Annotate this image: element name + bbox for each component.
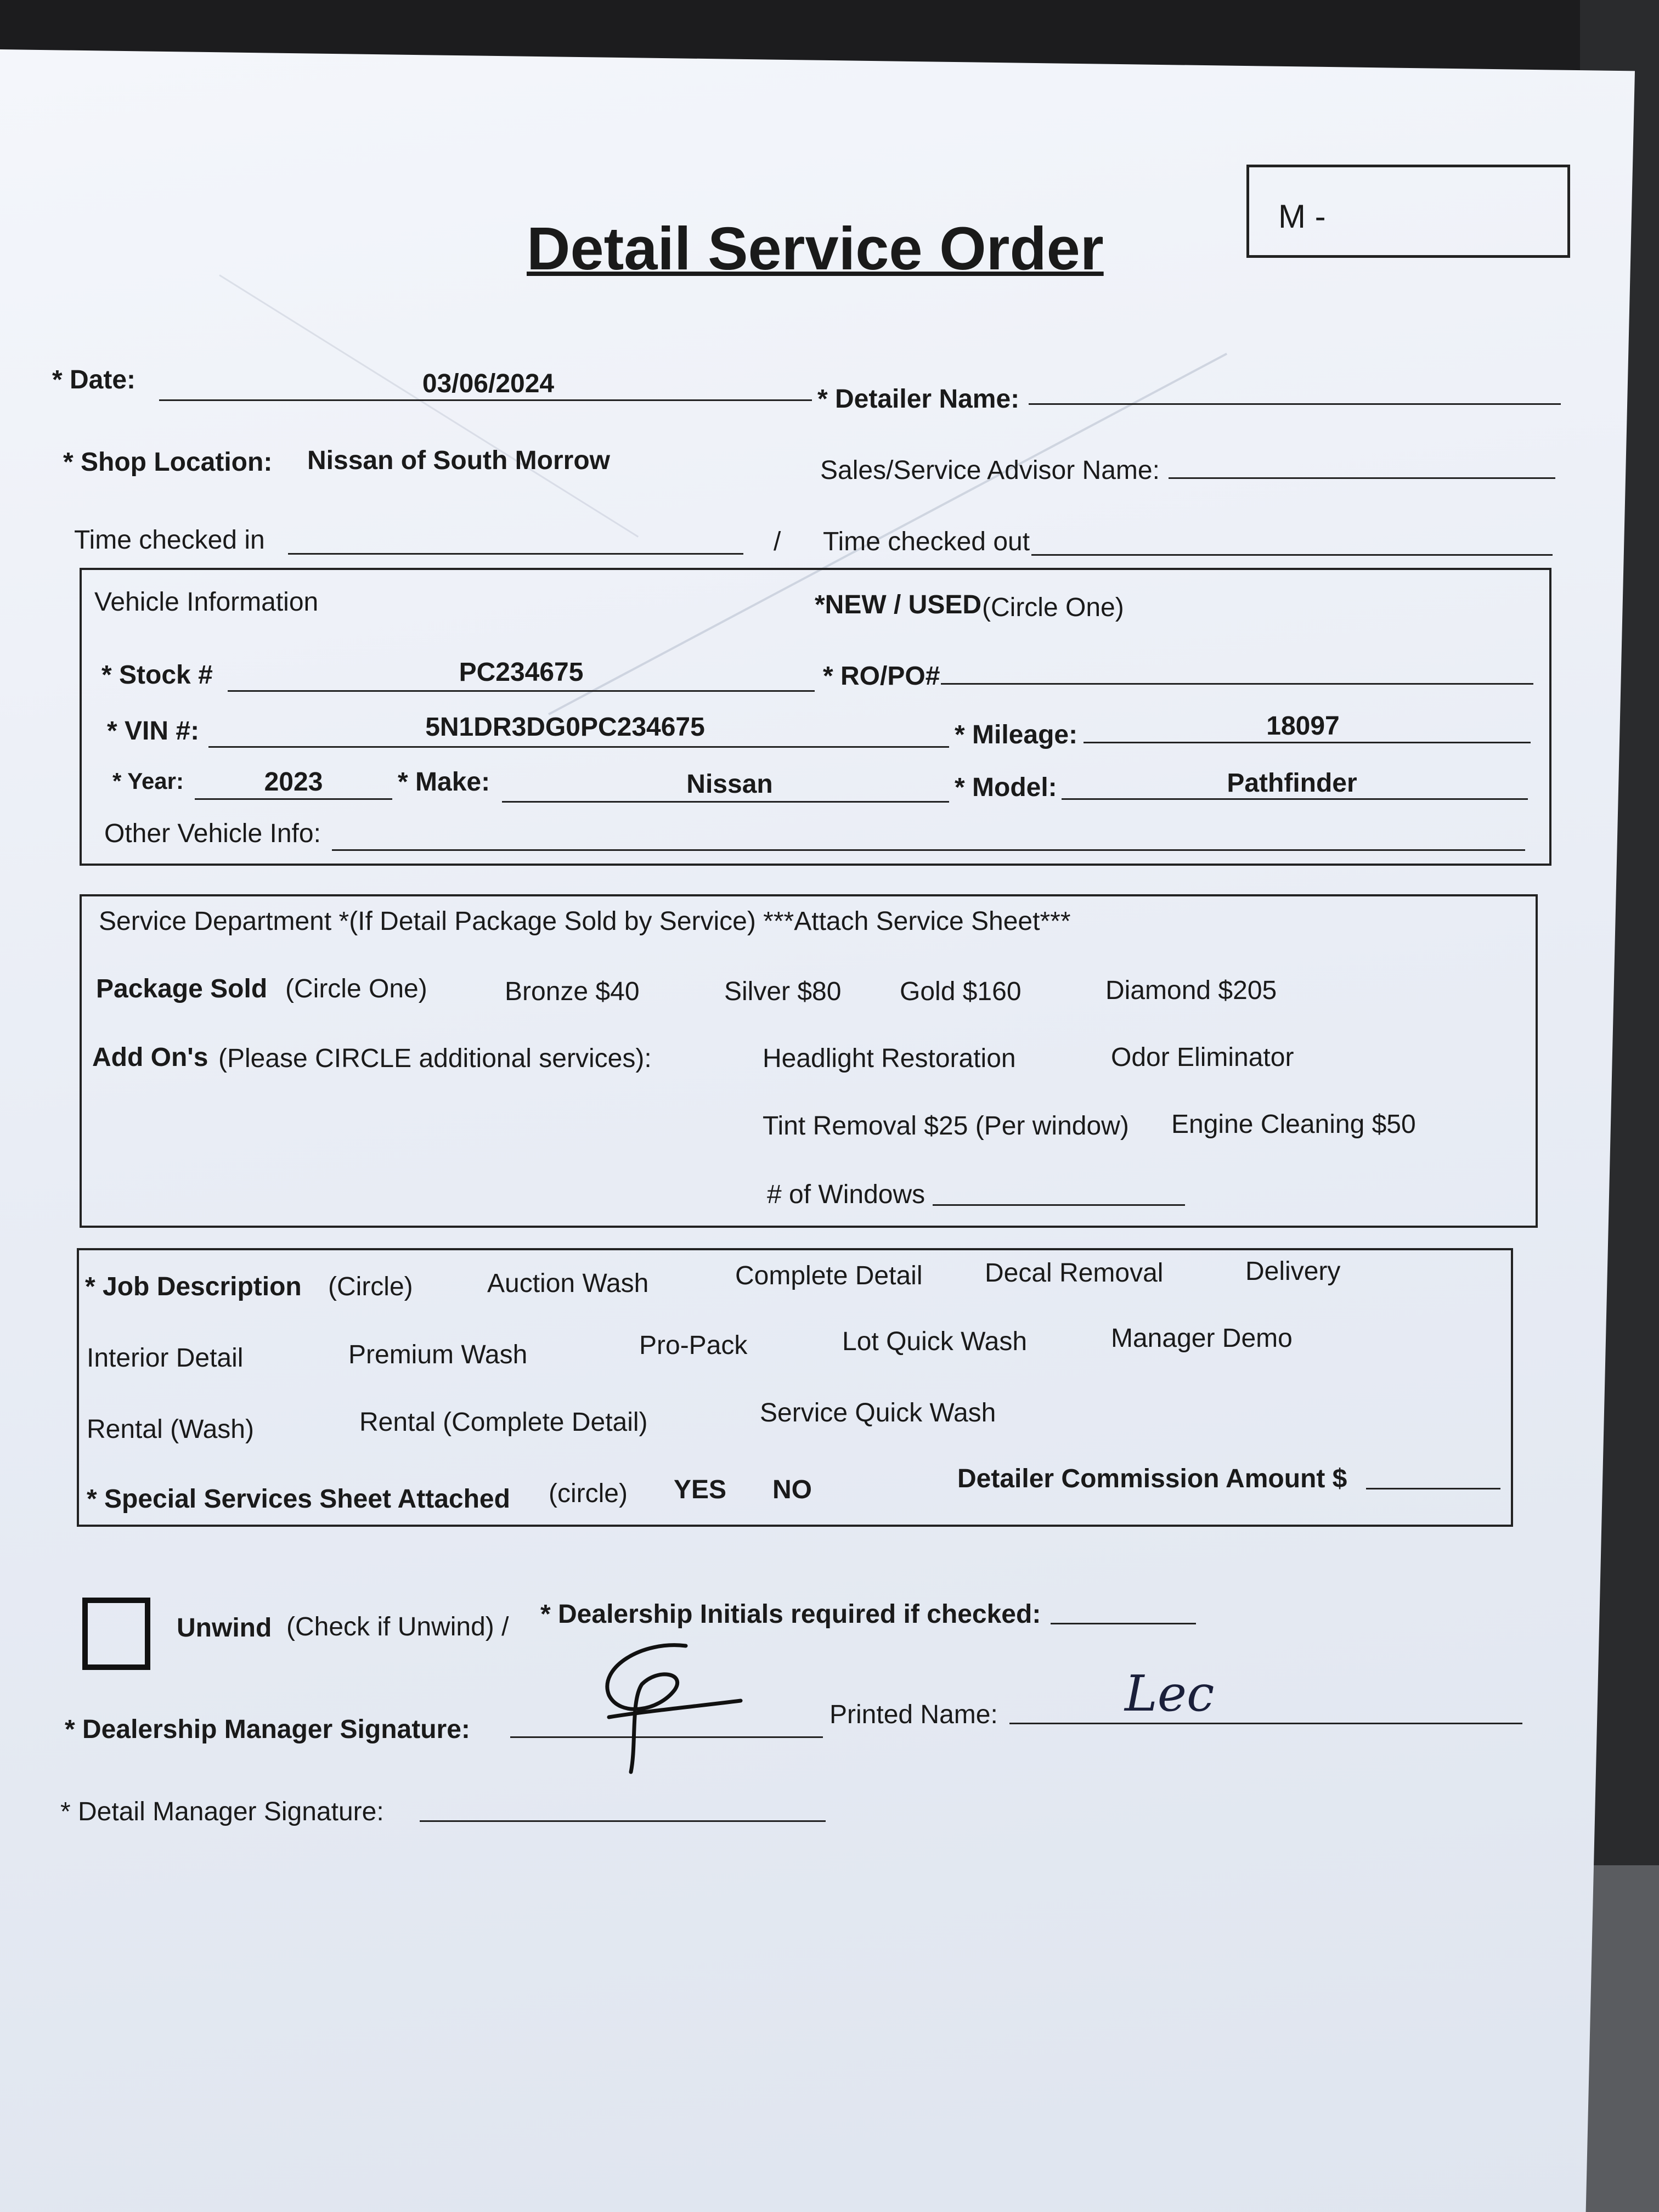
time-in-label: Time checked in [74,526,265,555]
detail-manager-signature-label: * Detail Manager Signature: [60,1797,384,1826]
job-pro-pack[interactable]: Pro-Pack [639,1331,748,1360]
detailer-name-label: * Detailer Name: [817,385,1020,414]
package-silver[interactable]: Silver $80 [724,977,842,1006]
printed-name-label: Printed Name: [830,1700,998,1729]
vin-value[interactable]: 5N1DR3DG0PC234675 [425,713,705,742]
commission-line[interactable] [1366,1488,1500,1489]
other-info-line[interactable] [332,849,1525,851]
detailer-name-line[interactable] [1029,403,1561,405]
ro-po-label: * RO/PO# [823,662,940,691]
vehicle-info-label: Vehicle Information [94,588,319,617]
unwind-checkbox[interactable] [82,1598,150,1670]
addon-engine[interactable]: Engine Cleaning $50 [1171,1110,1416,1139]
shop-location-label: * Shop Location: [63,448,273,477]
vin-label: * VIN #: [107,716,200,746]
job-decal-removal[interactable]: Decal Removal [985,1259,1164,1288]
manager-signature-label: * Dealership Manager Signature: [65,1715,470,1744]
addon-tint[interactable]: Tint Removal $25 (Per window) [763,1111,1129,1141]
package-diamond[interactable]: Diamond $205 [1105,976,1277,1005]
time-separator: / [774,527,781,556]
order-number-prefix: M - [1278,198,1326,235]
printed-name-line [1009,1723,1522,1724]
job-manager-demo[interactable]: Manager Demo [1111,1324,1293,1353]
new-used-note: (Circle One) [982,593,1124,622]
special-services-label: * Special Services Sheet Attached [87,1485,510,1514]
shop-location-value[interactable]: Nissan of South Morrow [307,446,610,475]
job-note: (Circle) [328,1272,413,1301]
windows-line[interactable] [933,1204,1185,1206]
addons-label: Add On's [92,1043,208,1072]
stock-line [228,690,815,692]
time-out-label: Time checked out [823,527,1030,556]
addon-headlight[interactable]: Headlight Restoration [763,1044,1016,1073]
addons-note: (Please CIRCLE additional services): [218,1044,652,1073]
addon-odor[interactable]: Odor Eliminator [1111,1043,1294,1072]
job-complete-detail[interactable]: Complete Detail [735,1261,923,1290]
special-no[interactable]: NO [772,1475,812,1504]
year-line [195,798,392,800]
advisor-name-label: Sales/Service Advisor Name: [820,456,1160,485]
package-gold[interactable]: Gold $160 [900,977,1022,1006]
date-line [159,399,812,401]
year-value[interactable]: 2023 [264,768,323,797]
special-yes[interactable]: YES [674,1475,727,1504]
unwind-label: Unwind [177,1613,272,1643]
special-services-note: (circle) [549,1479,628,1508]
mileage-label: * Mileage: [955,720,1078,749]
make-label: * Make: [398,768,490,797]
year-label: * Year: [112,768,184,794]
job-label: * Job Description [85,1272,302,1301]
new-used-label: *NEW / USED [815,590,982,619]
detail-manager-signature-line[interactable] [420,1820,826,1822]
initials-label: * Dealership Initials required if checked: [540,1600,1041,1629]
mileage-value[interactable]: 18097 [1266,712,1340,741]
stock-label: * Stock # [101,661,213,690]
job-service-quick-wash[interactable]: Service Quick Wash [760,1398,996,1427]
other-info-label: Other Vehicle Info: [104,819,321,848]
vin-line [208,746,949,748]
model-label: * Model: [955,773,1057,802]
make-line [502,801,949,803]
job-lot-quick-wash[interactable]: Lot Quick Wash [842,1327,1028,1356]
job-auction-wash[interactable]: Auction Wash [487,1269,649,1298]
date-label: * Date: [52,365,136,394]
job-interior-detail[interactable]: Interior Detail [87,1344,244,1373]
service-header: Service Department *(If Detail Package Sold by Service) ***Attach Service Sheet*** [99,907,1071,936]
windows-label: # of Windows [767,1180,926,1209]
date-value[interactable]: 03/06/2024 [422,369,555,398]
package-label: Package Sold [96,974,268,1003]
commission-label: Detailer Commission Amount $ [957,1464,1347,1493]
stock-value[interactable]: PC234675 [459,658,584,687]
unwind-note: (Check if Unwind) / [286,1612,509,1641]
page-title: Detail Service Order [527,215,1104,283]
package-note: (Circle One) [285,974,427,1003]
job-rental-complete[interactable]: Rental (Complete Detail) [359,1408,648,1437]
package-bronze[interactable]: Bronze $40 [505,977,640,1006]
mileage-line [1084,742,1531,743]
initials-line[interactable] [1051,1623,1196,1624]
ro-po-line[interactable] [941,683,1533,685]
model-line [1062,798,1528,800]
manager-signature-scribble [576,1635,752,1778]
time-out-line[interactable] [1031,554,1553,556]
make-value[interactable]: Nissan [686,770,773,799]
advisor-name-line[interactable] [1169,477,1555,479]
job-premium-wash[interactable]: Premium Wash [348,1340,528,1369]
model-value[interactable]: Pathfinder [1227,769,1357,798]
job-delivery[interactable]: Delivery [1245,1257,1341,1286]
printed-name-value[interactable]: Lec [1125,1665,1215,1723]
job-rental-wash[interactable]: Rental (Wash) [87,1415,254,1444]
time-in-line[interactable] [288,553,743,555]
